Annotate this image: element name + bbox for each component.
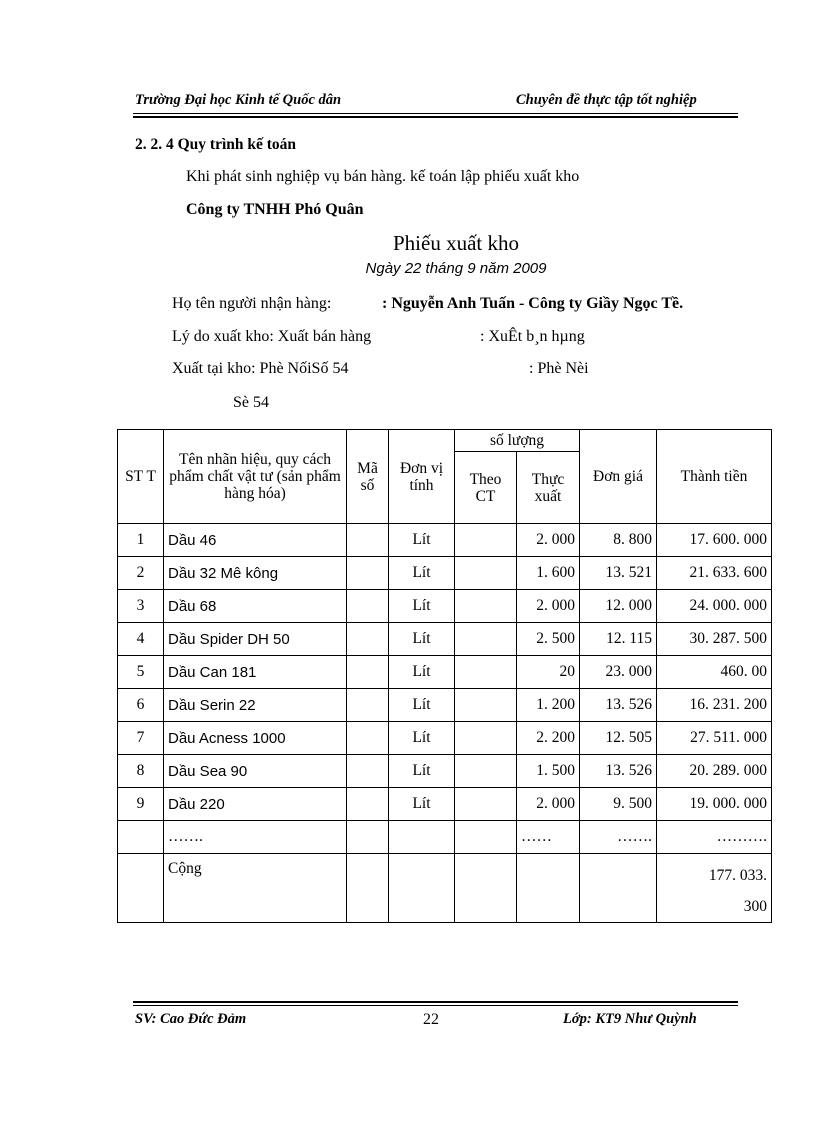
cell-qty-actual: 1. 600 <box>517 557 580 590</box>
cell-qty-actual: …… <box>517 821 580 854</box>
cell-code <box>347 590 389 623</box>
cell-stt: 3 <box>118 590 164 623</box>
header-report-title: Chuyên đề thực tập tốt nghiệp <box>516 92 697 108</box>
cell-price: 13. 526 <box>580 755 657 788</box>
cell-qty-actual: 1. 500 <box>517 755 580 788</box>
cell-code <box>347 623 389 656</box>
table-row <box>118 557 772 590</box>
cell-amount: 17. 600. 000 <box>657 524 772 557</box>
cell-unit: Lít <box>389 623 455 656</box>
cell-qty-actual: 2. 000 <box>517 788 580 821</box>
cell-stt: 7 <box>118 722 164 755</box>
cell-qty-doc <box>455 656 517 689</box>
cell-amount: 20. 289. 000 <box>657 755 772 788</box>
total-stt-cell <box>118 854 164 923</box>
cell-amount: 24. 000. 000 <box>657 590 772 623</box>
cell-amount: 460. 00 <box>657 656 772 689</box>
cell-name: Dầu 46 <box>164 524 347 557</box>
page-number: 22 <box>423 1011 439 1028</box>
cell-unit: Lít <box>389 722 455 755</box>
cell-name: ……. <box>164 821 347 854</box>
cell-qty-doc <box>455 788 517 821</box>
cell-stt: 1 <box>118 524 164 557</box>
footer-student: SV: Cao Đức Đảm <box>135 1011 247 1027</box>
col-name-header: Tên nhãn hiệu, quy cách phẩm chất vật tư (sản phẩm hàng hóa) <box>164 430 347 524</box>
cell-qty-actual: 2. 200 <box>517 722 580 755</box>
cell-name: Dầu Sea 90 <box>164 755 347 788</box>
total-amount-line2: 300 <box>743 898 767 915</box>
company-name: Công ty TNHH Phó Quân <box>186 201 364 218</box>
col-qty-group-header: số lượng <box>455 430 580 452</box>
cell-qty-doc <box>455 689 517 722</box>
intro-text: Khi phát sinh nghiệp vụ bán hàng. kế toán lập phiếu xuất kho <box>186 168 580 185</box>
header-school: Trường Đại học Kinh tế Quốc dân <box>135 92 342 108</box>
cell-stt: 9 <box>118 788 164 821</box>
recipient-label: Họ tên người nhận hàng: <box>172 295 332 312</box>
cell-amount: 19. 000. 000 <box>657 788 772 821</box>
cell-qty-actual: 20 <box>517 656 580 689</box>
col-unit-header: Đơn vị tính <box>389 430 455 524</box>
cell-unit: Lít <box>389 590 455 623</box>
cell-qty-doc <box>455 557 517 590</box>
cell-name: Dầu Serin 22 <box>164 689 347 722</box>
table-row <box>118 623 772 656</box>
cell-unit: Lít <box>389 689 455 722</box>
cell-amount: 21. 633. 600 <box>657 557 772 590</box>
cell-price: 13. 526 <box>580 689 657 722</box>
cell-price: 12. 505 <box>580 722 657 755</box>
total-amount-line1: 177. 033. <box>708 867 767 884</box>
table-row <box>118 755 772 788</box>
cell-stt: 4 <box>118 623 164 656</box>
cell-amount: 30. 287. 500 <box>657 623 772 656</box>
total-label: Cộng <box>164 854 347 923</box>
table-row <box>118 722 772 755</box>
col-price-header: Đơn giá <box>580 430 657 524</box>
cell-code <box>347 755 389 788</box>
cell-amount: ………. <box>657 821 772 854</box>
cell-qty-doc <box>455 524 517 557</box>
table-row <box>118 590 772 623</box>
warehouse-code: : Phè Nèi <box>529 360 589 377</box>
cell-unit <box>389 821 455 854</box>
footer-rule-thin <box>133 1005 738 1006</box>
total-row <box>118 854 772 923</box>
cell-stt: 5 <box>118 656 164 689</box>
cell-price: 8. 800 <box>580 524 657 557</box>
cell-qty-actual: 2. 000 <box>517 524 580 557</box>
header-rule-thick <box>133 116 738 118</box>
col-stt-header: ST T <box>118 430 164 524</box>
warehouse-label: Xuất tại kho: Phè NốiSố 54 <box>172 360 349 377</box>
cell-name: Dầu 68 <box>164 590 347 623</box>
cell-qty-doc <box>455 821 517 854</box>
cell-name: Dầu 32 Mê kông <box>164 557 347 590</box>
cell-qty-actual: 2. 500 <box>517 623 580 656</box>
recipient-value <box>382 295 683 313</box>
cell-code <box>347 722 389 755</box>
reason-label: Lý do xuất kho: Xuất bán hàng <box>172 328 372 345</box>
recipient-value-text: : Nguyễn Anh Tuấn - Công ty Giầy Ngọc Tề. <box>382 295 684 312</box>
header-rule-thin <box>133 113 738 114</box>
form-date: Ngày 22 tháng 9 năm 2009 <box>365 260 547 277</box>
total-doc-cell <box>455 854 517 923</box>
cell-qty-actual: 1. 200 <box>517 689 580 722</box>
total-unit-cell <box>389 854 455 923</box>
cell-price: 12. 115 <box>580 623 657 656</box>
cell-stt <box>118 821 164 854</box>
cell-unit: Lít <box>389 755 455 788</box>
total-amount <box>657 854 772 923</box>
cell-name: Dầu Spider DH 50 <box>164 623 347 656</box>
col-amount-header: Thành tiền <box>657 430 772 524</box>
cell-code <box>347 821 389 854</box>
cell-qty-doc <box>455 590 517 623</box>
cell-stt: 6 <box>118 689 164 722</box>
table-row <box>118 524 772 557</box>
cell-code <box>347 689 389 722</box>
cell-unit: Lít <box>389 788 455 821</box>
cell-code <box>347 557 389 590</box>
total-actual-cell <box>517 854 580 923</box>
form-title: Phiếu xuất kho <box>393 231 519 255</box>
table-row <box>118 656 772 689</box>
cell-name: Dầu Acness 1000 <box>164 722 347 755</box>
reason-code: : XuÊt b¸n hµng <box>480 328 585 345</box>
cell-price: ……. <box>580 821 657 854</box>
footer-class: Lớp: KT9 Như Quỳnh <box>563 1011 697 1027</box>
cell-price: 13. 521 <box>580 557 657 590</box>
table-row <box>118 788 772 821</box>
cell-unit: Lít <box>389 524 455 557</box>
cell-name: Dầu Can 181 <box>164 656 347 689</box>
cell-unit: Lít <box>389 656 455 689</box>
voucher-number: Sè 54 <box>233 394 269 411</box>
cell-amount: 27. 511. 000 <box>657 722 772 755</box>
cell-qty-doc <box>455 722 517 755</box>
section-heading: 2. 2. 4 Quy trình kế toán <box>135 136 297 153</box>
table-row <box>118 821 772 854</box>
cell-stt: 2 <box>118 557 164 590</box>
col-qty-doc-header: Theo CT <box>455 452 517 524</box>
cell-qty-actual: 2. 000 <box>517 590 580 623</box>
cell-amount: 16. 231. 200 <box>657 689 772 722</box>
cell-unit: Lít <box>389 557 455 590</box>
table-row <box>118 689 772 722</box>
goods-table <box>117 429 772 923</box>
cell-price: 9. 500 <box>580 788 657 821</box>
cell-code <box>347 656 389 689</box>
cell-price: 23. 000 <box>580 656 657 689</box>
cell-price: 12. 000 <box>580 590 657 623</box>
cell-stt: 8 <box>118 755 164 788</box>
footer-rule-thick <box>133 1001 738 1003</box>
total-code-cell <box>347 854 389 923</box>
cell-code <box>347 524 389 557</box>
col-qty-actual-header: Thực xuất <box>517 452 580 524</box>
col-code-header: Mã số <box>347 430 389 524</box>
cell-qty-doc <box>455 755 517 788</box>
cell-code <box>347 788 389 821</box>
cell-name: Dầu 220 <box>164 788 347 821</box>
total-price-cell <box>580 854 657 923</box>
cell-qty-doc <box>455 623 517 656</box>
